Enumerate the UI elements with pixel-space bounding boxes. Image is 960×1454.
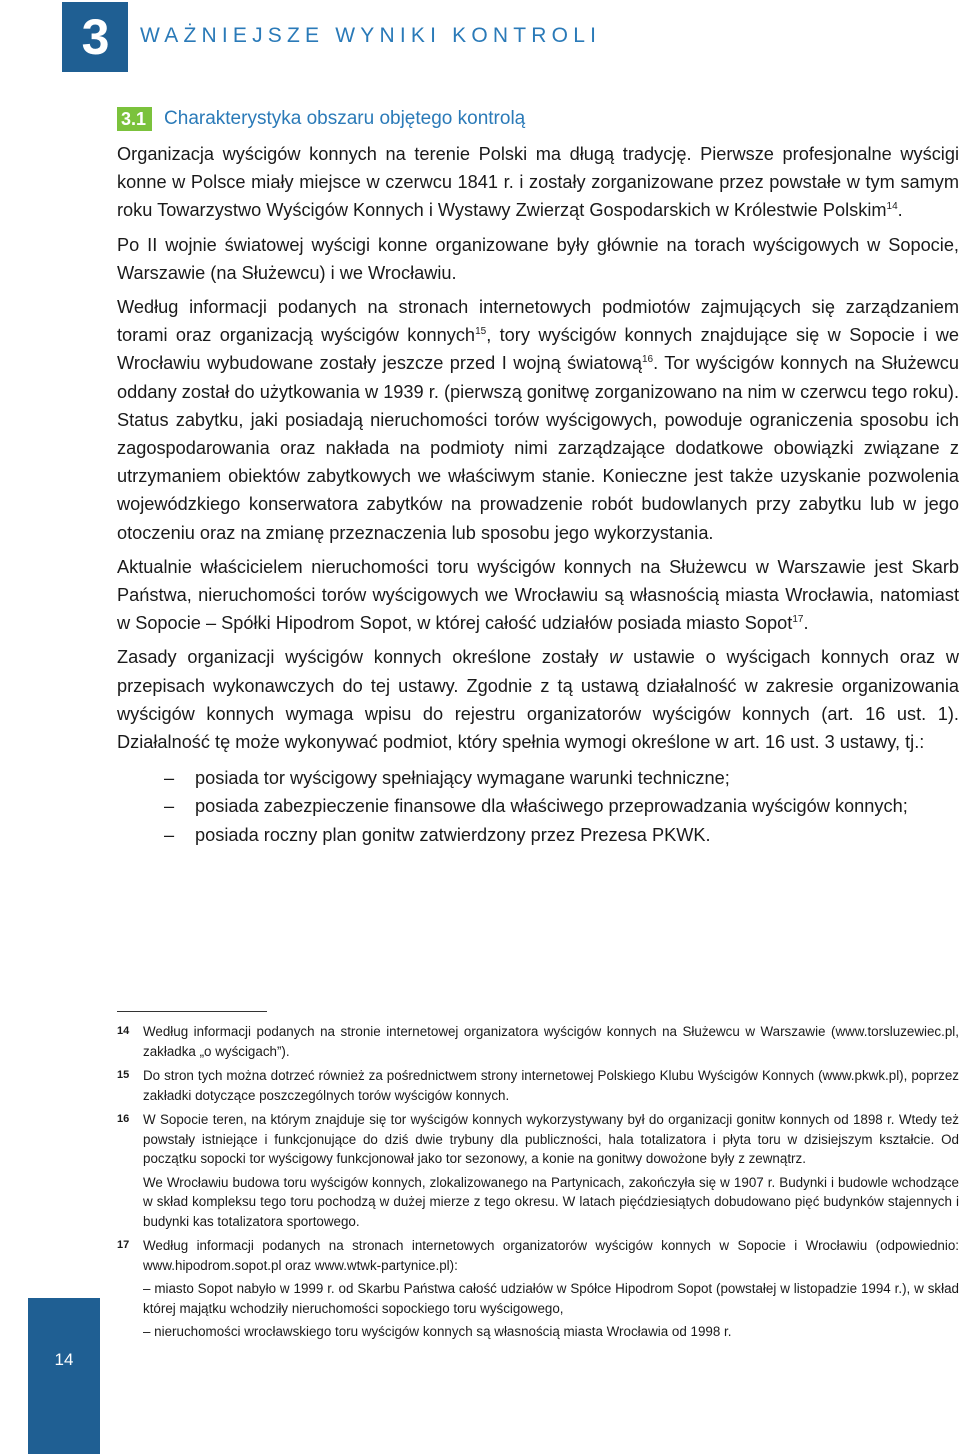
footnote-14 (117, 1022, 959, 1061)
requirements-list (117, 764, 959, 849)
footnote-text: We Wrocławiu budowa toru wyścigów konnych, zlokalizowanego na Partynicach, zakończyła się w 1907 r. Budynki i budowle wchodzące w skład kompleksu tego toru pochodzą w dużej mierze z tego okresu. W latach pięćdziesiątych dobudowano pięć budynków stajennych i budynki kas totalizatora sportowego. (143, 1174, 959, 1229)
footnote-number: 17 (117, 1239, 130, 1251)
footnote-ref-17: 17 (792, 614, 804, 626)
list-item (117, 821, 959, 849)
dash-bullet: – (164, 796, 175, 817)
footnote-ref-15: 15 (475, 326, 487, 338)
paragraph-3-part-c: . Tor wyścigów konnych na Służewcu oddany został do użytkowania w 1939 r. (pierwszą gonitwę zorganizowano na nim w czerwcu tego roku). Status zabytku, jaki posiadają nieruchomości torów wyścigowych, powoduje ograniczenia sposobu ich zagospodarowania oraz nakłada na podmioty nimi zarządzające dodatkowe obowiązki związane z utrzymaniem obiektów zabytkowych we właściwym stanie. Konieczne jest także uzyskanie pozwolenia wojewódzkiego konserwatora zabytków na prowadzenie robót budowlanych przy zabytku lub w jego otoczeniu oraz na zmianę przeznaczenia lub sposobu jego wykorzystania. (117, 353, 959, 543)
footnote-list-item: – nieruchomości wrocławskiego toru wyścigów konnych są własnością miasta Wrocławia od 1998 r. (143, 1324, 732, 1339)
list-item (117, 792, 959, 820)
footnote-number: 15 (117, 1069, 130, 1081)
dash-bullet: – (164, 824, 175, 845)
paragraph-4-text: Aktualnie właścicielem nieruchomości toru wyścigów konnych na Służewcu w Warszawie jest Skarb Państwa, nieruchomości torów wyścigowych we Wrocławiu są własnością miasta Wrocławia, natomiast w Sopocie – Spółki Hipodrom Sopot, w której całość udziałów posiada miasto Sopot (117, 556, 959, 634)
chapter-title: WAŻNIEJSZE WYNIKI KONTROLI (140, 24, 602, 47)
footnote-divider (117, 1011, 267, 1012)
paragraph-5-part-a: Zasady organizacji wyścigów konnych określone zostały (117, 647, 610, 668)
footnote-ref-14: 14 (886, 201, 898, 213)
footnote-text: Według informacji podanych na stronie internetowej organizatora wyścigów konnych na Służewcu w Warszawie (www.torsluzewiec.pl, zakładka „o wyścigach”). (143, 1024, 959, 1059)
paragraph-3-part-a: Według informacji podanych na stronach internetowych podmiotów zajmujących się zarządzaniem torami oraz organizacją wyścigów konnych (117, 297, 959, 346)
footnote-number: 14 (117, 1025, 130, 1037)
footnotes (117, 1022, 959, 1347)
footnote-text: W Sopocie teren, na którym znajduje się tor wyścigów konnych wykorzystywany był do organizacji gonitw konnych od 1898 r. Wtedy też powstały istniejące i funkcjonujące do dziś dwie trybuny dla publiczności, hala totalizatora i płyta toru w dzisiejszym kształcie. Od początku sopocki tor wyścigowy funkcjonował jako tor sezonowy, a konie na gonitwy dowożone były z zewnątrz. (143, 1112, 959, 1166)
list-item-text: posiada tor wyścigowy spełniający wymagane warunki techniczne; (195, 768, 730, 789)
footnote-16 (117, 1110, 959, 1231)
paragraph-1-end: . (897, 200, 903, 221)
footnote-ref-16: 16 (642, 354, 654, 366)
paragraph-2: Po II wojnie światowej wyścigi konne organizowane były głównie na torach wyścigowych w Sopocie, Warszawie (na Służewcu) i we Wrocławiu. (117, 234, 959, 283)
paragraph-3 (117, 293, 959, 547)
dash-bullet: – (164, 768, 175, 789)
paragraph-1-text: Organizacja wyścigów konnych na terenie Polski ma długą tradycję. Pierwsze profesjonalne wyścigi konne w Polsce miały miejsce w czerwcu 1841 r. i zostały zorganizowane przez powstałe w tym samym roku Towarzystwo Wyścigów Konnych i Wystawy Zwierząt Gospodarskich w Królestwie Polskim (117, 144, 959, 221)
section-heading (117, 106, 525, 132)
paragraph-3-part-b: , tory wyścigów konnych znajdujące się w Sopocie i we Wrocławiu wybudowane zostały jeszcze przed I wojną światową (117, 325, 959, 374)
list-item-text: posiada roczny plan gonitw zatwierdzony przez Prezesa PKWK. (195, 824, 711, 845)
page-number-box (28, 1298, 100, 1454)
footnote-17 (117, 1236, 959, 1342)
section-number: 3.1 (117, 107, 152, 131)
main-text (117, 140, 959, 849)
list-item-text: posiada zabezpieczenie finansowe dla właściwego przeprowadzania wyścigów konnych; (195, 796, 908, 817)
footnote-text: Według informacji podanych na stronach internetowych organizatorów wyścigów konnych w Sopocie i Wrocławiu (odpowiednio: www.hipodrom.sopot.pl oraz www.wtwk-partynice.pl): (143, 1238, 959, 1273)
paragraph-5-part-b: ustawie o wyścigach konnych oraz w przepisach wykonawczych do tej ustawy. Zgodnie z tą ustawą działalność w zakresie organizowania wyścigów konnych wymaga wpisu do rejestru organizatorów wyścigów konnych (art. 16 ust. 1). Działalność tę może wykonywać podmiot, który spełnia wymogi określone w art. 16 ust. 3 ustawy, tj.: (117, 647, 959, 753)
chapter-number: 3 (62, 2, 128, 72)
list-item (117, 764, 959, 792)
paragraph-5 (117, 643, 959, 756)
paragraph-4-end: . (803, 613, 809, 634)
footnote-15 (117, 1066, 959, 1105)
page-number: 14 (54, 1350, 74, 1369)
footnote-list-item: – miasto Sopot nabyło w 1999 r. od Skarbu Państwa całość udziałów w Spółce Hipodrom Sopot (powstałej w listopadzie 1994 r.), w skład której majątku wchodziły nieruchomości sopockiego toru wyścigowego, (143, 1281, 959, 1316)
paragraph-5-italic: w (609, 647, 623, 668)
footnote-text: Do stron tych można dotrzeć również za pośrednictwem strony internetowej Polskiego Klubu Wyścigów Konnych (www.pkwk.pl), poprzez zakładki dotyczące poszczególnych torów wyścigów konnych. (143, 1068, 959, 1103)
paragraph-1 (117, 140, 959, 225)
footnote-number: 16 (117, 1113, 130, 1125)
paragraph-4 (117, 553, 959, 638)
section-title: Charakterystyka obszaru objętego kontrolą (164, 108, 526, 129)
